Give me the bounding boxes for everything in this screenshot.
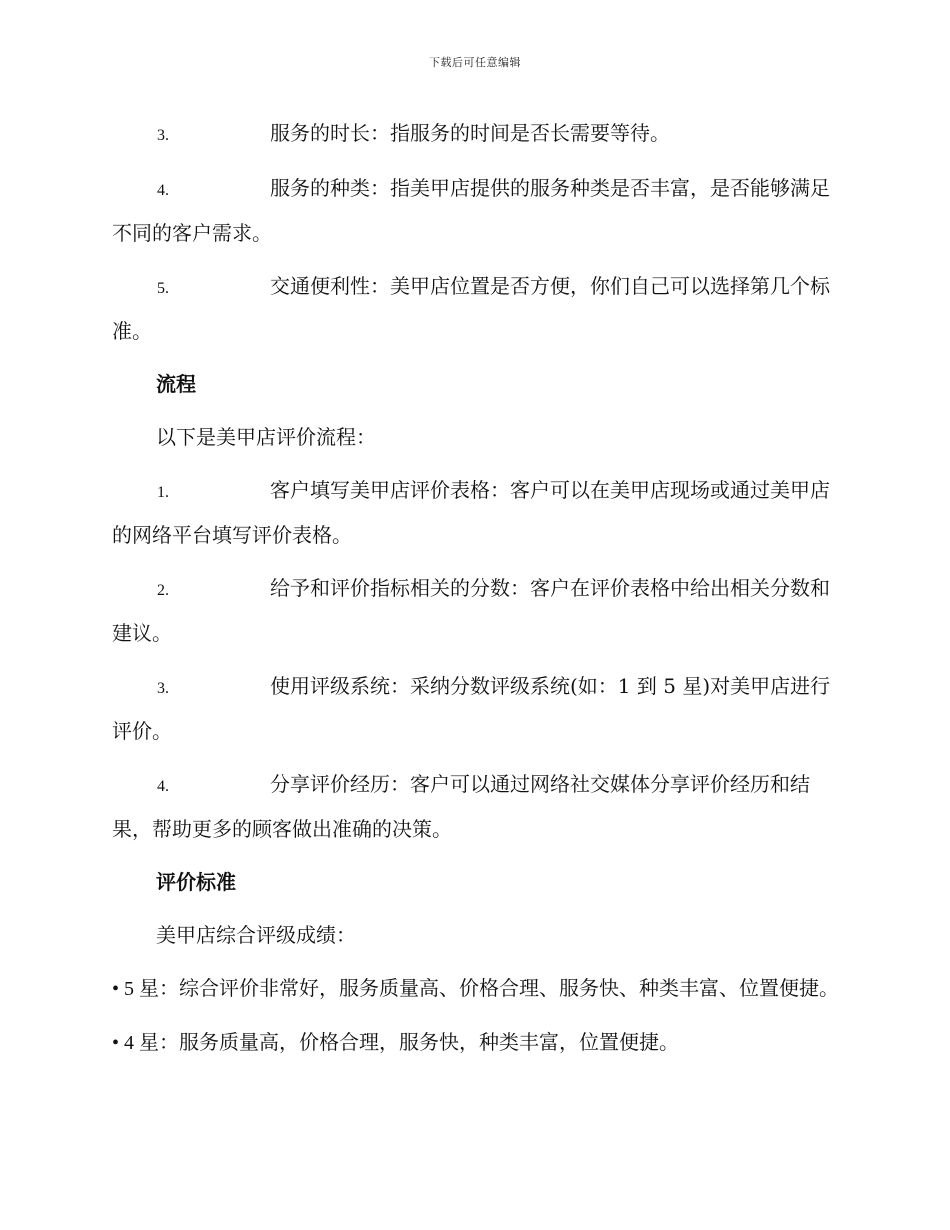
item-text: 使用评级系统：采纳分数评级系统(如：1 到 5 星)对美甲店进行评价。	[112, 674, 831, 743]
criteria-item-4	[112, 167, 840, 255]
standards-intro: 美甲店综合评级成绩：	[156, 923, 356, 947]
process-item-3	[112, 665, 840, 753]
page-header: 下载后可任意编辑	[429, 56, 521, 69]
standard-item-4-star	[112, 1021, 840, 1065]
process-item-1	[112, 469, 840, 557]
bullet-label: • 5 星：	[112, 978, 180, 1000]
criteria-item-3	[112, 112, 840, 157]
process-intro: 以下是美甲店评价流程：	[156, 425, 376, 449]
item-number: 2.	[157, 582, 169, 599]
item-number: 1.	[157, 484, 169, 501]
item-text: 给予和评价指标相关的分数：客户在评价表格中给出相关分数和建议。	[112, 576, 830, 645]
item-text: 交通便利性：美甲店位置是否方便，你们自己可以选择第几个标准。	[112, 274, 830, 343]
standards-heading: 评价标准	[156, 870, 236, 894]
standard-item-5-star	[112, 967, 840, 1011]
item-text: 服务的时长：指服务的时间是否长需要等待。	[270, 121, 670, 145]
bullet-label: • 4 星：	[112, 1032, 180, 1054]
item-number: 4.	[157, 778, 169, 795]
item-text: 分享评价经历：客户可以通过网络社交媒体分享评价经历和结果，帮助更多的顾客做出准确的决策。	[112, 772, 810, 841]
item-number: 5.	[157, 280, 169, 297]
document-body	[112, 112, 840, 1075]
criteria-item-5	[112, 265, 840, 353]
item-text: 服务的种类：指美甲店提供的服务种类是否丰富，是否能够满足不同的客户需求。	[112, 176, 830, 245]
process-heading: 流程	[156, 372, 196, 396]
item-text: 综合评价非常好，服务质量高、价格合理、服务快、种类丰富、位置便捷。	[179, 976, 840, 1000]
process-item-4	[112, 763, 840, 851]
item-number: 4.	[157, 182, 169, 199]
item-number: 3.	[157, 680, 169, 697]
item-number: 3.	[157, 127, 169, 144]
process-item-2	[112, 567, 840, 655]
item-text: 服务质量高，价格合理，服务快，种类丰富，位置便捷。	[179, 1030, 680, 1054]
item-text: 客户填写美甲店评价表格：客户可以在美甲店现场或通过美甲店的网络平台填写评价表格。	[112, 478, 830, 547]
